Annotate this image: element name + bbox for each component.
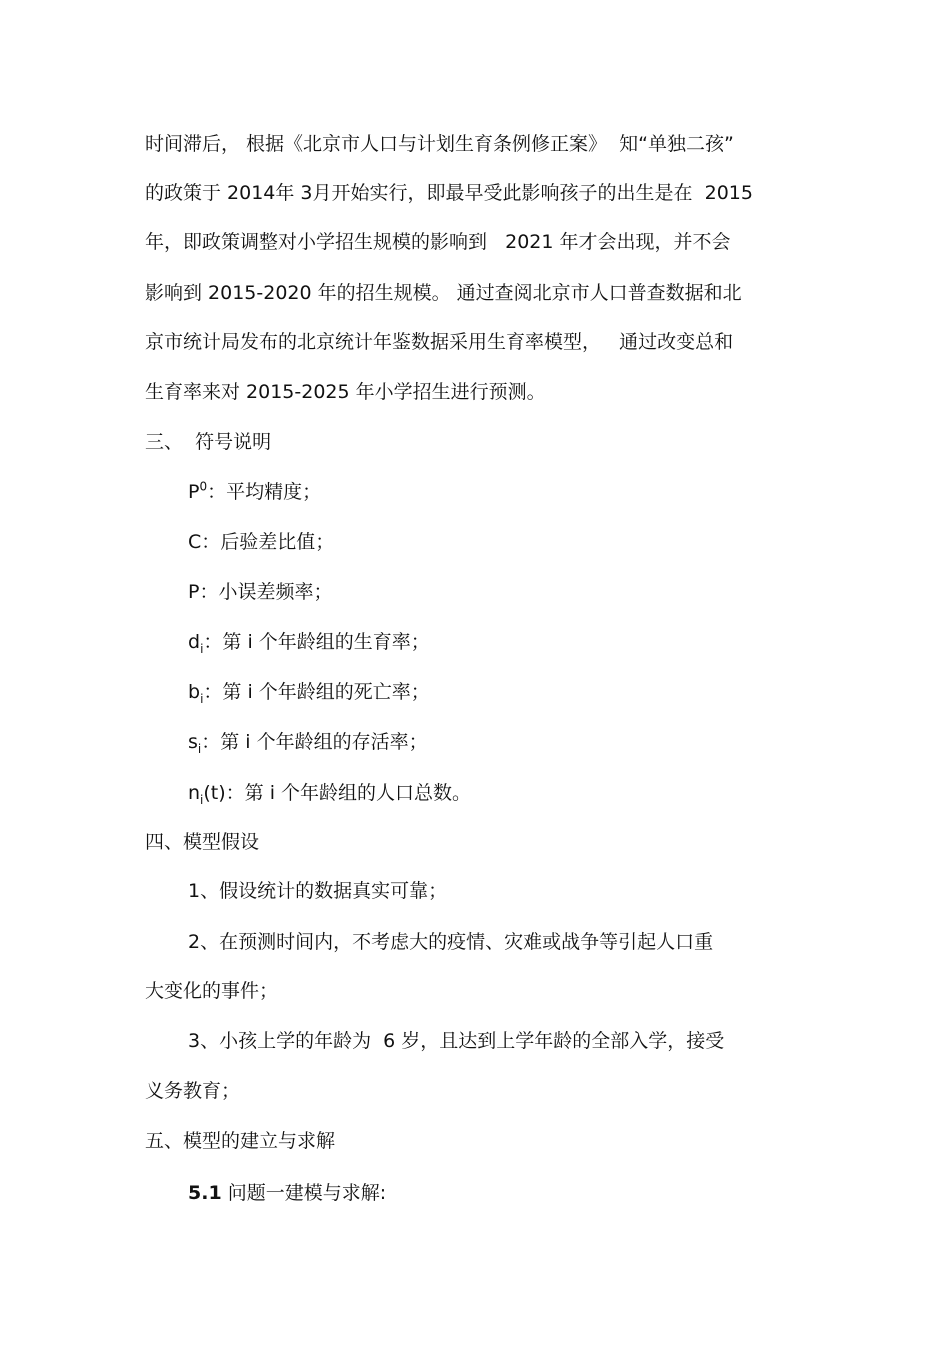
symbol-subscript: i (200, 792, 204, 807)
assumption-2-continued: 大变化的事件； (145, 980, 279, 1002)
symbol-c (188, 530, 334, 554)
paragraph-line: 京市统计局发布的北京统计年鉴数据采用生育率模型， 通过改变总和 (145, 331, 734, 353)
paragraph-line: 的政策于 2014年 3月开始实行，即最早受此影响孩子的出生是在 2015 (145, 182, 753, 204)
symbol-base: C (188, 531, 202, 553)
assumption-2: 2、在预测时间内，不考虑大的疫情、灾难或战争等引起人口重 (188, 931, 714, 953)
symbol-bi (188, 680, 430, 704)
symbol-description: ：第 i 个年龄组的存活率； (201, 731, 428, 753)
symbol-base: n (188, 782, 201, 804)
symbol-description: ：平均精度； (207, 481, 322, 503)
symbol-base: d (188, 631, 201, 653)
paragraph-line: 年，即政策调整对小学招生规模的影响到 2021 年才会出现，并不会 (145, 231, 731, 253)
symbol-description: ：第 i 个年龄组的生育率； (203, 631, 430, 653)
symbol-base: s (188, 731, 198, 753)
symbol-description: ：第 i 个年龄组的人口总数。 (225, 782, 472, 804)
symbol-description: ：小误差频率； (199, 581, 333, 603)
paragraph-line: 生育率来对 2015-2025 年小学招生进行预测。 (145, 381, 546, 403)
subsection-number: 5.1 (188, 1182, 222, 1204)
symbol-subscript: i (200, 691, 204, 706)
symbol-p (188, 580, 332, 604)
paragraph-line: 时间滞后， 根据《北京市人口与计划生育条例修正案》 知“单独二孩” (145, 133, 734, 155)
symbol-p0 (188, 480, 321, 504)
subsection-heading (188, 1181, 386, 1205)
subsection-title: 问题一建模与求解: (221, 1182, 387, 1204)
symbol-argument: (t) (203, 782, 226, 804)
section-heading-symbols: 三、 符号说明 (145, 431, 272, 453)
symbol-nit (188, 781, 471, 805)
symbol-superscript: 0 (199, 479, 208, 494)
symbol-subscript: i (200, 641, 204, 656)
assumption-3-continued: 义务教育； (145, 1080, 241, 1102)
paragraph-line: 影响到 2015-2020 年的招生规模。 通过查阅北京市人口普查数据和北 (145, 282, 742, 304)
assumption-1: 1、假设统计的数据真实可靠； (188, 880, 448, 902)
symbol-si (188, 730, 428, 754)
section-heading-model: 五、模型的建立与求解 (145, 1130, 336, 1152)
symbol-base: P (188, 581, 200, 603)
symbol-di (188, 630, 430, 654)
assumption-3: 3、小孩上学的年龄为 6 岁，且达到上学年龄的全部入学，接受 (188, 1030, 725, 1052)
symbol-base: P (188, 481, 200, 503)
section-heading-assumptions: 四、模型假设 (145, 831, 260, 853)
symbol-description: ：后验差比值； (201, 531, 335, 553)
symbol-subscript: i (197, 741, 202, 756)
symbol-description: ：第 i 个年龄组的死亡率； (203, 681, 430, 703)
symbol-base: b (188, 681, 201, 703)
